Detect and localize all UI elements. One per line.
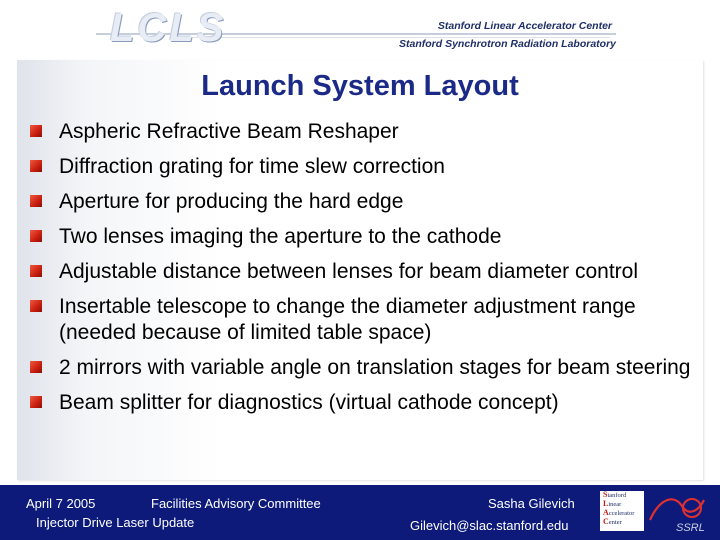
lcls-logo: LCLS <box>110 6 227 50</box>
slac-logo-word: Stanford <box>603 490 627 499</box>
bullet-square-icon <box>30 195 42 207</box>
bullet-text: Aspheric Refractive Beam Reshaper <box>59 120 399 143</box>
svg-text:SSRL: SSRL <box>676 522 705 534</box>
bullet-text: Beam splitter for diagnostics (virtual cathode concept) <box>59 391 559 415</box>
bullet-list <box>30 119 700 425</box>
bullet-item <box>30 224 700 250</box>
footer-bar <box>0 485 720 540</box>
bullet-square-icon <box>30 160 42 172</box>
footer-email: Gilevich@slac.stanford.edu <box>410 518 569 533</box>
header-slac-name: Stanford Linear Accelerator Center <box>437 20 612 32</box>
bullet-text: Aperture for producing the hard edge <box>59 190 404 214</box>
bullet-text: Insertable telescope to change the diameter adjustment range (needed because of limited table space) <box>59 295 636 344</box>
bullet-text: 2 mirrors with variable angle on translation stages for beam steering <box>59 356 691 380</box>
bullet-item <box>30 294 700 345</box>
bullet-square-icon <box>30 230 42 242</box>
header-bar <box>0 0 720 58</box>
footer-presenter: Sasha Gilevich <box>488 496 575 511</box>
bullet-item <box>30 189 700 215</box>
bullet-item <box>30 154 700 180</box>
bullet-item <box>30 259 700 285</box>
bullet-item <box>30 355 700 381</box>
slide-title: Launch System Layout <box>201 70 519 102</box>
bullet-square-icon <box>30 265 42 277</box>
bullet-text: Diffraction grating for time slew correction <box>59 155 445 179</box>
bullet-text: Adjustable distance between lenses for beam diameter control <box>59 260 638 284</box>
slac-logo-word: Linear <box>603 499 622 508</box>
slac-logo-word: Accelerator <box>603 508 635 517</box>
slac-logo-word: Center <box>603 517 622 526</box>
slac-logo <box>600 491 644 531</box>
footer-subtitle: Injector Drive Laser Update <box>36 515 195 530</box>
header-ssrl-name: Stanford Synchrotron Radiation Laboratory <box>398 38 616 50</box>
bullet-square-icon <box>30 125 42 137</box>
ssrl-logo <box>646 490 712 534</box>
bullet-item <box>30 119 700 145</box>
footer-committee: Facilities Advisory Committee <box>151 496 321 511</box>
bullet-square-icon <box>30 396 42 408</box>
footer-date: April 7 2005 <box>26 496 96 511</box>
bullet-item <box>30 390 700 416</box>
bullet-square-icon <box>30 361 42 373</box>
bullet-square-icon <box>30 300 42 312</box>
bullet-text: Two lenses imaging the aperture to the cathode <box>59 225 502 249</box>
